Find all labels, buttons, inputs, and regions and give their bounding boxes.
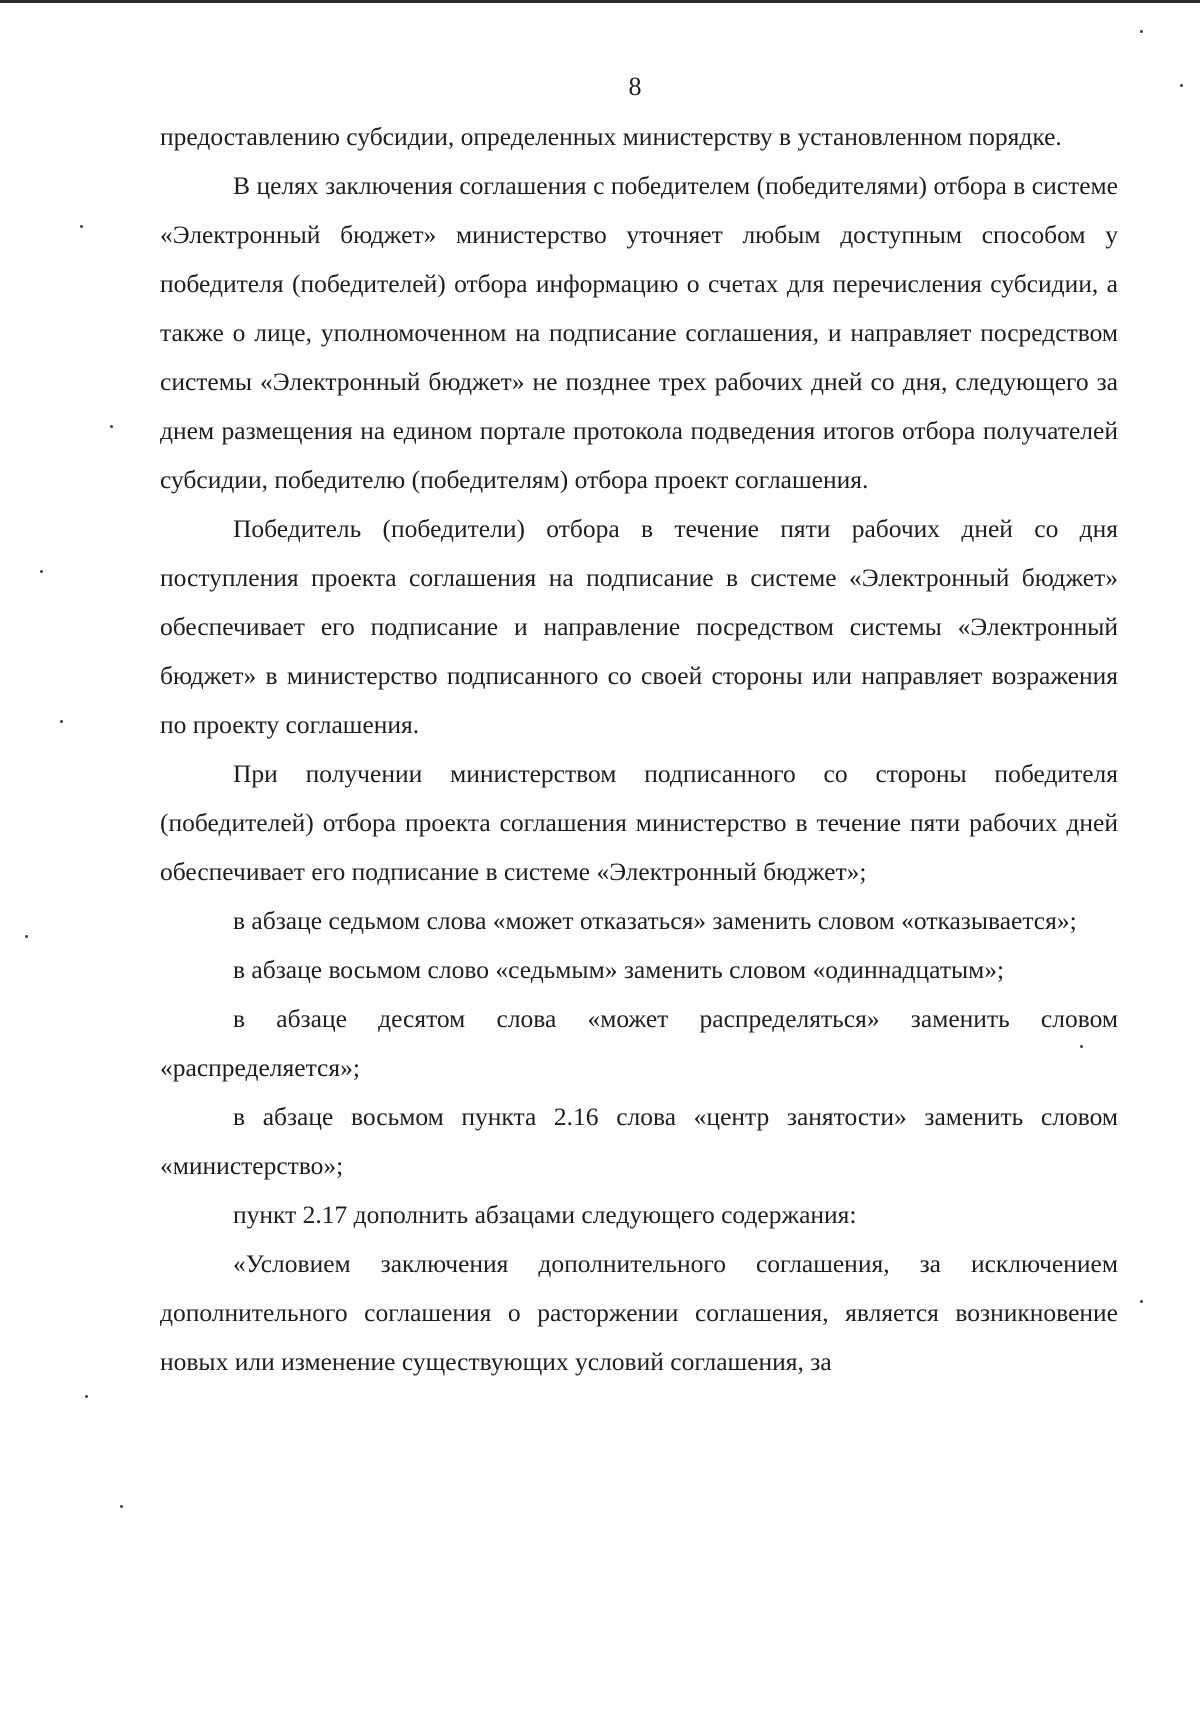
document-body — [160, 112, 1118, 1386]
scan-top-edge — [0, 0, 1200, 3]
scan-speck — [110, 425, 113, 428]
scan-speck — [25, 935, 28, 938]
scan-speck — [85, 1395, 88, 1398]
scan-speck — [1140, 30, 1143, 33]
scan-speck — [1180, 84, 1183, 87]
paragraph-amendment-2-17: пункт 2.17 дополнить абзацами следующего содержания: — [233, 1200, 857, 1229]
paragraph-winner-signing: Победитель (победители) отбора в течение пяти рабочих дней со дня поступления проекта соглашения на подписание в системе «Электронный бюджет» обеспечивает его подписание и направление посредством системы «Электронный бюджет» в министерство подписанного со своей стороны или направляет возражения по проекту соглашения. — [160, 514, 1118, 739]
scan-speck — [1080, 1045, 1083, 1048]
paragraph-amendment-10: в абзаце десятом слова «может распределяться» заменить словом «распределяется»; — [160, 1004, 1118, 1082]
paragraph-amendment-2-16: в абзаце восьмом пункта 2.16 слова «центр занятости» заменить словом «министерство»; — [160, 1102, 1118, 1180]
paragraph-amendment-8: в абзаце восьмом слово «седьмым» заменить словом «одиннадцатым»; — [233, 955, 1005, 984]
scan-speck — [60, 720, 63, 723]
paragraph-ministry-signing: При получении министерством подписанного со стороны победителя (победителей) отбора проекта соглашения министерство в течение пяти рабочих дней обеспечивает его подписание в системе «Электронный бюджет»; — [160, 759, 1118, 886]
scan-speck — [80, 225, 83, 228]
scan-speck — [1140, 1300, 1143, 1303]
paragraph-agreement-procedure: В целях заключения соглашения с победителем (победителями) отбора в системе «Электронный бюджет» министерство уточняет любым доступным способом у победителя (победителей) отбора информацию о счетах для перечисления субсидии, а также о лице, уполномоченном на подписание соглашения, и направляет посредством системы «Электронный бюджет» не позднее трех рабочих дней со дня, следующего за днем размещения на едином портале протокола подведения итогов отбора получателей субсидии, победителю (победителям) отбора проект соглашения. — [160, 171, 1118, 494]
paragraph-continuation: предоставлению субсидии, определенных министерству в установленном порядке. — [160, 122, 1062, 151]
paragraph-amendment-7: в абзаце седьмом слова «может отказаться» заменить словом «отказывается»; — [233, 906, 1077, 935]
scan-speck — [40, 570, 43, 573]
paragraph-quoted-addition: «Условием заключения дополнительного соглашения, за исключением дополнительного соглашения о расторжении соглашения, является возникновение новых или изменение существующих условий соглашения, за — [160, 1249, 1118, 1376]
scan-speck — [120, 1505, 123, 1508]
page-number: 8 — [628, 72, 642, 101]
